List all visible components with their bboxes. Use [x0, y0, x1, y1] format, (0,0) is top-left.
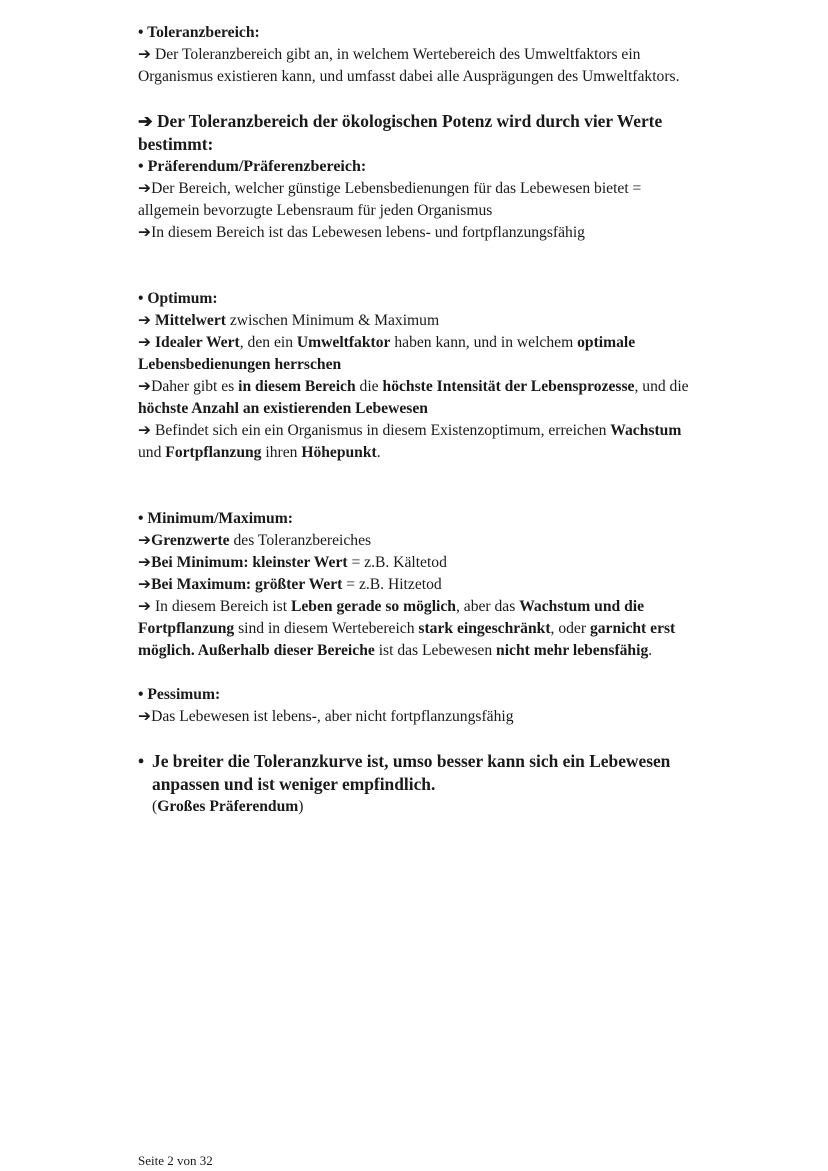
- praeferendum-heading: • Präferendum/Präferenzbereich:: [138, 158, 367, 175]
- optimum-heading: • Optimum:: [138, 290, 218, 307]
- toleranzkurve-note: [138, 750, 698, 818]
- bullet-symbol: •: [138, 751, 145, 771]
- praeferendum-line2: ➔In diesem Bereich ist das Lebewesen lebens- und fortpflanzungsfähig: [138, 224, 585, 241]
- document-page: [138, 22, 698, 818]
- praeferendum-line1: ➔Der Bereich, welcher günstige Lebensbedienungen für das Lebewesen bietet = allgemein bevorzugte Lebensraum für jeden Organismus: [138, 180, 642, 219]
- optimum-line4: ➔ Befindet sich ein ein Organismus in diesem Existenzoptimum, erreichen Wachstum und Fortpflanzung ihren Höhepunkt.: [138, 422, 682, 461]
- toleranzkurve-text: Je breiter die Toleranzkurve ist, umso besser kann sich ein Lebewesen anpassen und ist weniger empfindlich.: [152, 751, 671, 794]
- minmax-heading: • Minimum/Maximum:: [138, 510, 293, 527]
- optimum-line1: ➔ Mittelwert zwischen Minimum & Maximum: [138, 312, 440, 329]
- page-footer: Seite 2 von 32: [138, 1153, 213, 1168]
- minmax-line2: ➔Bei Minimum: kleinster Wert = z.B. Kältetod: [138, 554, 447, 571]
- optimum-line3: ➔Daher gibt es in diesem Bereich die höchste Intensität der Lebensprozesse, und die höchste Anzahl an existierenden Lebewesen: [138, 378, 689, 417]
- pessimum-text: ➔Das Lebewesen ist lebens-, aber nicht fortpflanzungsfähig: [138, 708, 514, 725]
- potenz-statement: ➔ Der Toleranzbereich der ökologischen Potenz wird durch vier Werte bestimmt:: [138, 111, 663, 154]
- toleranzkurve-paren: (Großes Präferendum): [152, 798, 304, 815]
- toleranzbereich-text: ➔ Der Toleranzbereich gibt an, in welchem Wertebereich des Umweltfaktors ein Organismus existieren kann, und umfasst dabei alle Ausprägungen des Umweltfaktors.: [138, 46, 680, 85]
- minmax-line3: ➔Bei Maximum: größter Wert = z.B. Hitzetod: [138, 576, 442, 593]
- minmax-line4: ➔ In diesem Bereich ist Leben gerade so möglich, aber das Wachstum und die Fortpflanzung sind in diesem Wertebereich stark eingeschränkt, oder garnicht erst möglich. Außerhalb dieser Bereiche ist das Lebewesen nicht mehr lebensfähig.: [138, 598, 676, 659]
- minmax-line1: ➔Grenzwerte des Toleranzbereiches: [138, 532, 372, 549]
- optimum-line2: ➔ Idealer Wert, den ein Umweltfaktor haben kann, und in welchem optimale Lebensbedienungen herrschen: [138, 334, 636, 373]
- pessimum-heading: • Pessimum:: [138, 686, 221, 703]
- toleranzbereich-heading: • Toleranzbereich:: [138, 24, 260, 41]
